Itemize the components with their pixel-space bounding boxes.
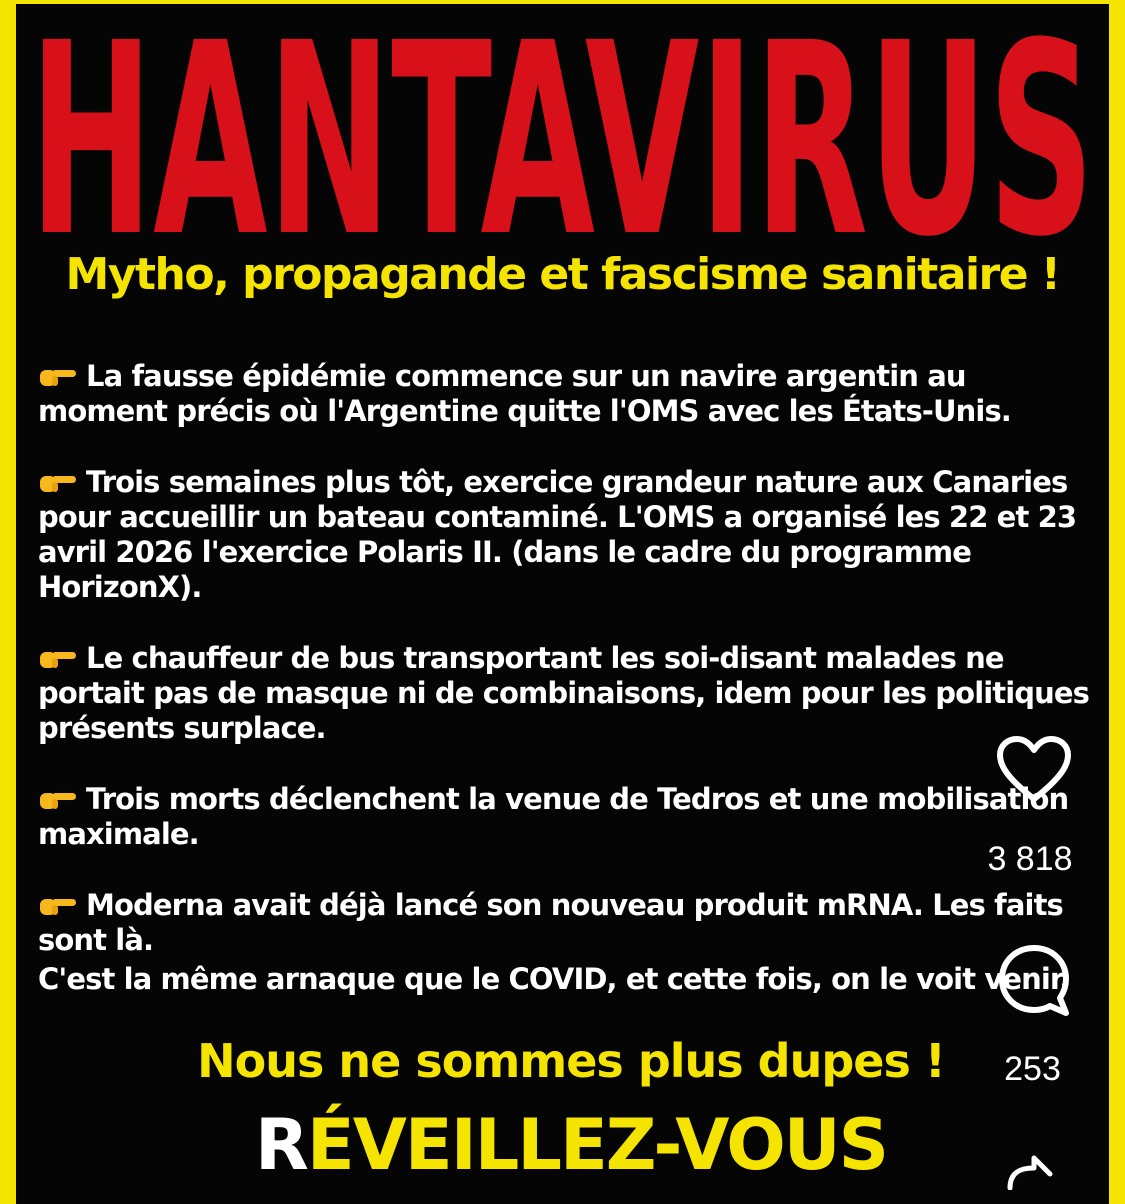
bullet-text: Trois morts déclenchent la venue de Tedros et une mobilisation maximale. (38, 782, 1069, 851)
share-icon[interactable] (1000, 1150, 1056, 1190)
pointing-hand-icon (38, 891, 78, 919)
headline-text: HANTAVIRUS (29, 4, 1095, 254)
poster (16, 4, 1109, 1204)
bullet-point (38, 465, 1098, 605)
slogan: Nous ne sommes plus dupes ! (197, 1034, 945, 1088)
headline (16, 4, 1109, 254)
bullet-text: Le chauffeur de bus transportant les soi-disant malades ne portait pas de masque ni de combinaisons, idem pour les politiques présents surplace. (38, 641, 1090, 745)
pointing-hand-icon (38, 362, 78, 390)
comment-count: 253 (1004, 1050, 1061, 1088)
bullet-point (38, 641, 1098, 746)
pointing-hand-icon (38, 644, 78, 672)
pointing-hand-icon (38, 785, 78, 813)
comment-icon[interactable] (996, 943, 1072, 1019)
bullet-text: Moderna avait déjà lancé son nouveau produit mRNA. Les faits sont là. (38, 888, 1063, 957)
bullet-point (38, 359, 1098, 429)
bullet-point (38, 888, 1098, 958)
bullet-list (38, 359, 1098, 994)
wake-up-rest: ÉVEILLEZ-VOUS (306, 1104, 887, 1186)
like-count: 3 818 (987, 840, 1073, 878)
wake-up-text (16, 1104, 1109, 1186)
wake-up-first-letter: R (255, 1104, 307, 1186)
heart-icon[interactable] (996, 735, 1072, 805)
bullet-text: La fausse épidémie commence sur un navire argentin au moment précis où l'Argentine quitte l'OMS avec les États-Unis. (38, 359, 1011, 428)
subtitle: Mytho, propagande et fascisme sanitaire ! (65, 249, 1060, 300)
bullet-text: Trois semaines plus tôt, exercice grandeur nature aux Canaries pour accueillir un bateau contaminé. L'OMS a organisé les 22 et 23 avril 2026 l'exercice Polaris II. (dans le cadre du programme HorizonX). (38, 465, 1077, 604)
bullet-point (38, 782, 1098, 852)
closing-statement: C'est la même arnaque que le COVID, et cette fois, on le voit venir. (38, 962, 1070, 996)
pointing-hand-icon (38, 468, 78, 496)
